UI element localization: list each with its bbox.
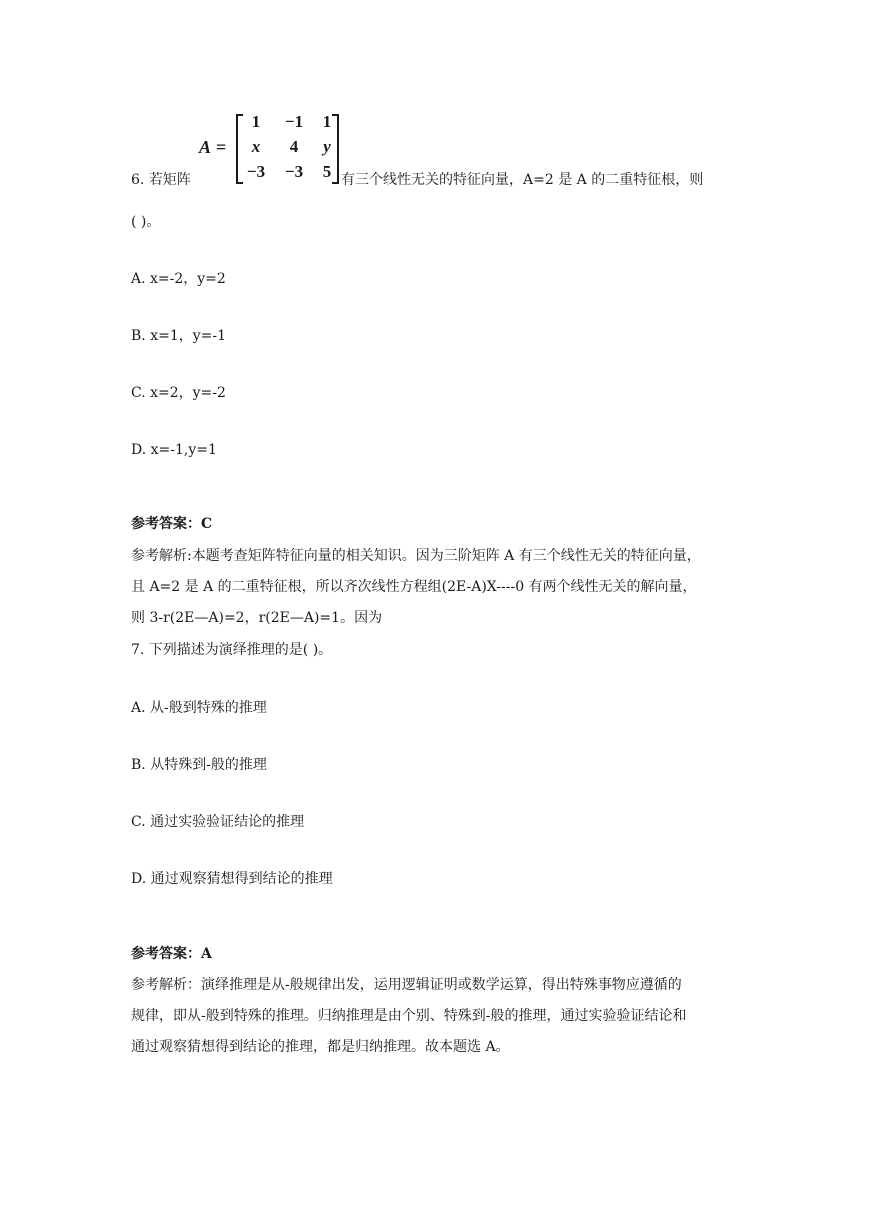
q6-stem-suffix: 有三个线性无关的特征向量，A=2 是 A 的二重特征根，则 [341, 172, 704, 188]
matrix-A [199, 112, 349, 184]
matrix-equals: = [216, 137, 227, 157]
q7-answer: 参考答案：A [131, 946, 212, 962]
matrix-cell: −3 [246, 162, 266, 181]
matrix-cell: 1 [322, 112, 332, 131]
q7-stem: 7. 下列描述为演绎推理的是( )。 [131, 642, 333, 658]
q7-analysis-line: 规律，即从-般到特殊的推理。归纳推理是由个别、特殊到-般的推理，通过实验验证结论和 [131, 1008, 687, 1024]
matrix-cell: 1 [251, 112, 261, 131]
q7-option-c: C. 通过实验验证结论的推理 [131, 814, 305, 830]
matrix-cell: −1 [284, 112, 304, 131]
matrix-cell: −3 [284, 162, 304, 181]
q6-option-a: A. x=-2，y=2 [131, 271, 226, 287]
q6-analysis-line: 参考解析:本题考查矩阵特征向量的相关知识。因为三阶矩阵 A 有三个线性无关的特征向量， [131, 548, 701, 564]
q6-analysis-line: 则 3-r(2E—A)=2，r(2E—A)=1。因为 [131, 610, 383, 626]
q7-analysis-line: 通过观察猜想得到结论的推理，都是归纳推理。故本题选 A。 [131, 1039, 510, 1055]
q7-analysis-line: 参考解析：演绎推理是从-般规律出发，运用逻辑证明或数学运算，得出特殊事物应遵循的 [131, 977, 682, 993]
q6-blank: ( )。 [131, 214, 161, 230]
q6-option-d: D. x=-1,y=1 [131, 442, 217, 458]
q6-option-c: C. x=2，y=-2 [131, 385, 226, 401]
matrix-cell: 4 [289, 137, 299, 156]
matrix-cell: 5 [322, 162, 332, 181]
q6-option-b: B. x=1，y=-1 [131, 328, 226, 344]
q6-stem-prefix: 6. 若矩阵 [131, 172, 191, 188]
matrix-label: A [199, 137, 212, 157]
q6-answer: 参考答案：C [131, 516, 213, 532]
matrix-cell: y [323, 137, 331, 156]
matrix-right-bracket [332, 114, 339, 184]
matrix-cell: x [251, 137, 261, 156]
q7-option-a: A. 从-般到特殊的推理 [131, 700, 267, 716]
q6-analysis-line: 且 A=2 是 A 的二重特征根，所以齐次线性方程组(2E-A)X----0 有两个线性无关的解向量， [131, 579, 697, 595]
q7-option-d: D. 通过观察猜想得到结论的推理 [131, 871, 333, 887]
q7-option-b: B. 从特殊到-般的推理 [131, 757, 267, 773]
